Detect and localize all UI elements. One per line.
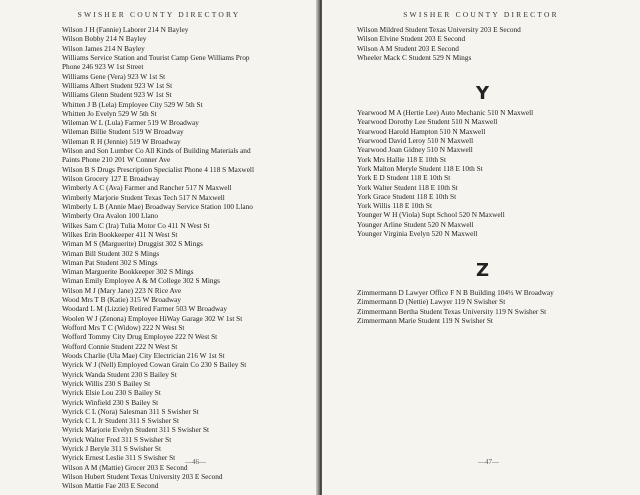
directory-entry: Wyrick Marjorie Evelyn Student 311 S Swisher St: [62, 425, 210, 435]
directory-entry: Woodard L M (Lizzie) Retired Farmer 503 W Broadway: [62, 304, 228, 314]
directory-entry: Zimmermann Bertha Student Texas University 119 N Swisher St: [357, 306, 547, 316]
directory-entry: Wilson Bobby 214 N Bayley: [62, 34, 147, 44]
directory-entry: Yearwood Harold Hampton 510 N Maxwell: [357, 126, 486, 136]
directory-entry: Wilson A M (Mattie) Grocer 203 E Second: [62, 462, 188, 472]
directory-entry: Zimmermann D Lawyer Office F N B Building 104½ W Broadway: [357, 288, 554, 297]
right-directory-list-y: [357, 108, 622, 238]
directory-entry: Wilson B S Drugs Prescription Specialist Phone 4 118 S Maxwell: [62, 164, 254, 174]
directory-entry: Wileman W L (Lula) Farmer 519 W Broadway: [62, 118, 199, 128]
directory-entry: Younger Arline Student 520 N Maxwell: [357, 219, 474, 229]
directory-entry: Wilkes Sam C (Ira) Tulia Motor Co 411 N West St: [62, 220, 210, 230]
directory-entry: Phone 246 923 W 1st Street: [62, 62, 144, 72]
directory-entry: Zimmermann D (Nettie) Lawyer 119 N Swisher St: [357, 297, 506, 307]
directory-entry: York Walter Student 118 E 10th St: [357, 182, 458, 192]
directory-entry: York Malton Meryle Student 118 E 10th St: [357, 163, 483, 173]
directory-entry: Wyrick Wanda Student 230 S Bailey St: [62, 369, 177, 379]
right-page-header: SWISHER COUNTY DIRECTOR: [403, 10, 559, 19]
directory-entry: Wiman Marguerite Bookkeeper 302 S Mings: [62, 267, 194, 277]
directory-entry: Wilson M J (Mary Jane) 223 N Rice Ave: [62, 285, 182, 295]
right-directory-list-w: [357, 25, 622, 62]
directory-entry: Wilson Mildred Student Texas University 203 E Second: [357, 25, 521, 34]
directory-entry: Wyrick W J (Nell) Employed Cowan Grain Co 230 S Bailey St: [62, 360, 247, 370]
directory-entry: Wiman Pat Student 302 S Mings: [62, 257, 158, 267]
directory-entry: Yearwood David Leroy 510 N Maxwell: [357, 135, 474, 145]
directory-entry: Woolen W J (Zenona) Employee HiWay Garage 302 W 1st St: [62, 313, 243, 323]
directory-entry: Wiman Bill Student 302 S Mings: [62, 248, 160, 258]
directory-entry: Williams Albert Student 923 W 1st St: [62, 80, 173, 90]
directory-entry: Wyrick Willis 230 S Bailey St: [62, 378, 151, 388]
left-page-header: SWISHER COUNTY DIRECTORY: [77, 10, 241, 19]
directory-entry: Zimmermann Marie Student 119 N Swisher St: [357, 315, 493, 325]
left-directory-list: [62, 25, 307, 491]
directory-entry: Wilson James 214 N Bayley: [62, 43, 145, 53]
directory-entry: York Mrs Hallie 118 E 10th St: [357, 154, 446, 164]
right-page-number: —47—: [478, 458, 499, 466]
directory-entry: Wiman M S (Marguerite) Druggist 302 S Mings: [62, 239, 203, 249]
directory-entry: Wimberly L B (Annie Mae) Broadway Service Station 100 Llano: [62, 201, 253, 211]
directory-entry: York E D Student 118 E 10th St: [357, 173, 451, 183]
directory-entry: Younger W H (Viola) Supt School 520 N Maxwell: [357, 210, 505, 220]
directory-entry: Wyrick Walter Fred 311 S Swisher St: [62, 434, 172, 444]
directory-entry: Yearwood M A (Hertie Lee) Auto Mechanic 510 N Maxwell: [357, 108, 534, 117]
directory-entry: Wimberly Marjorie Student Texas Tech 517 N Maxwell: [62, 192, 225, 202]
directory-entry: Wimberly Ora Avalon 100 Llano: [62, 211, 159, 221]
directory-entry: York Grace Student 118 E 10th St: [357, 191, 457, 201]
directory-entry: Wilson Grocery 127 E Broadway: [62, 174, 160, 183]
directory-entry: Wilkes Erin Bookkeeper 411 N West St: [62, 229, 178, 239]
directory-entry: Wilson Mattie Fae 203 E Second: [62, 481, 159, 491]
directory-entry: Wimberly A C (Ava) Farmer and Rancher 517 N Maxwell: [62, 183, 232, 193]
directory-entry: Paints Phone 210 201 W Conner Ave: [62, 155, 171, 165]
directory-entry: Wofford Tommy City Drug Employee 222 N West St: [62, 332, 218, 342]
directory-entry: Yearwood Dorothy Lee Student 510 N Maxwell: [357, 117, 498, 127]
directory-entry: Wyrick Winfield 230 S Bailey St: [62, 397, 159, 407]
directory-entry: Wiman Emily Employee A & M College 302 S Mings: [62, 276, 221, 286]
directory-entry: Wilson Hubert Student Texas University 203 E Second: [62, 472, 223, 481]
directory-entry: Wofford Connie Student 222 N West St: [62, 341, 178, 351]
right-page: [322, 0, 640, 495]
directory-entry: Woods Charlie (Ula Mae) City Electrician 216 W 1st St: [62, 350, 225, 360]
directory-entry: Wyrick C L Jr Student 311 S Swisher St: [62, 416, 179, 426]
directory-entry: Whitten Jo Evelyn 529 W 5th St: [62, 108, 157, 118]
directory-entry: Wheeler Mack C Student 529 N Mings: [357, 52, 472, 62]
directory-entry: Younger Virginia Evelyn 520 N Maxwell: [357, 229, 478, 239]
directory-entry: Wyrick C L (Nora) Salesman 311 S Swisher St: [62, 406, 199, 416]
directory-entry: Williams Service Station and Tourist Camp Gene Williams Prop: [62, 52, 250, 62]
directory-entry: Whitten J B (Lela) Employee City 529 W 5th St: [62, 99, 203, 109]
directory-entry: Wyrick Ernest Leslie 311 S Swisher St: [62, 453, 176, 463]
left-page-number: —46—: [185, 458, 206, 466]
directory-entry: Wofford Mrs T C (Widow) 222 N West St: [62, 323, 185, 332]
directory-entry: Wilson J H (Fannie) Laborer 214 N Bayley: [62, 25, 189, 34]
section-letter-y: Y: [476, 83, 490, 104]
directory-entry: Wood Mrs T B (Katie) 315 W Broadway: [62, 295, 182, 305]
directory-entry: Wileman R H (Jennie) 519 W Broadway: [62, 136, 181, 146]
directory-entry: Wilson and Son Lumber Co All Kinds of Building Materials and: [62, 146, 251, 156]
right-directory-list-z: [357, 288, 622, 325]
directory-entry: Wyrick J Beryle 311 S Swisher St: [62, 444, 162, 454]
directory-entry: Wilson A M Student 203 E Second: [357, 43, 459, 53]
directory-entry: Wilson Elvine Student 203 E Second: [357, 34, 466, 44]
directory-entry: Williams Glenn Student 923 W 1st St: [62, 90, 172, 100]
section-letter-z: Z: [476, 260, 490, 281]
directory-entry: Yearwood Joan Gidney 510 N Maxwell: [357, 145, 473, 155]
directory-entry: Wileman Billie Student 519 W Broadway: [62, 127, 184, 137]
directory-entry: Wyrick Elsie Lou 230 S Bailey St: [62, 388, 161, 398]
directory-entry: Williams Gene (Vera) 923 W 1st St: [62, 71, 166, 81]
directory-entry: York Willis 118 E 10th St: [357, 201, 432, 211]
